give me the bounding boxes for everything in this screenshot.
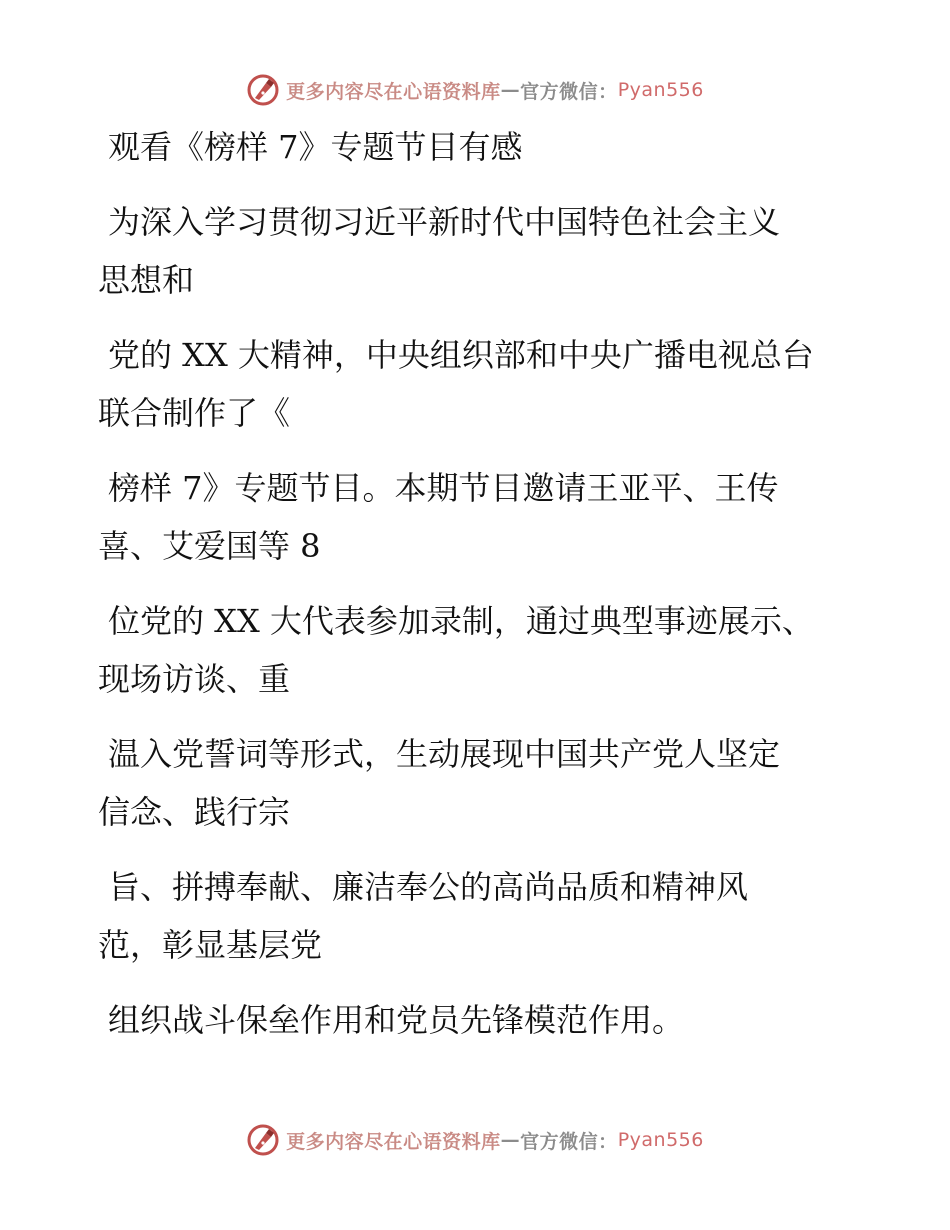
paragraph bbox=[98, 858, 858, 974]
watermark-sub-text: 官方微信： bbox=[520, 80, 618, 103]
paragraph-line: 温入党誓词等形式，生动展现中国共产党人坚定 bbox=[108, 735, 781, 773]
pen-nib-logo-icon bbox=[246, 73, 280, 107]
paragraph-line: 党的 XX 大精神，中央组织部和中央广播电视总台 bbox=[108, 336, 814, 374]
watermark-separator: — bbox=[500, 1129, 521, 1151]
paragraph-line: 旨、拼搏奉献、廉洁奉公的高尚品质和精神风 bbox=[108, 868, 749, 906]
watermark-main-text: 更多内容尽在心语资料库 bbox=[286, 1130, 501, 1153]
document-title: 观看《榜样 7》专题节目有感 bbox=[108, 128, 523, 166]
paragraph bbox=[98, 459, 858, 575]
paragraph bbox=[98, 991, 858, 1049]
paragraph-line: 位党的 XX 大代表参加录制，通过典型事迹展示、 bbox=[108, 602, 814, 640]
paragraph-line: 榜样 7》专题节目。本期节目邀请王亚平、王传 bbox=[108, 469, 779, 507]
watermark-wechat-id: Pyan556 bbox=[617, 1129, 704, 1151]
watermark-separator: — bbox=[500, 79, 521, 101]
paragraph bbox=[98, 725, 858, 841]
watermark-sub-text: 官方微信： bbox=[520, 1130, 618, 1153]
paragraph-line: 喜、艾爱国等 8 bbox=[98, 527, 321, 565]
pen-nib-logo-icon bbox=[246, 1123, 280, 1157]
watermark-wechat-id: Pyan556 bbox=[617, 79, 704, 101]
paragraph-line: 组织战斗保垒作用和党员先锋模范作用。 bbox=[108, 1001, 685, 1039]
paragraph bbox=[98, 326, 858, 442]
paragraph-line: 现场访谈、重 bbox=[98, 660, 291, 698]
paragraph-line: 为深入学习贯彻习近平新时代中国特色社会主义 bbox=[108, 203, 781, 241]
footer-watermark bbox=[0, 1120, 950, 1160]
paragraph-line: 联合制作了《 bbox=[98, 394, 291, 432]
watermark-main-text: 更多内容尽在心语资料库 bbox=[286, 80, 501, 103]
paragraph bbox=[98, 193, 858, 309]
paragraph-line: 思想和 bbox=[98, 261, 195, 299]
document-body bbox=[98, 118, 858, 1049]
paragraph-line: 范，彰显基层党 bbox=[98, 926, 323, 964]
paragraph bbox=[98, 592, 858, 708]
paragraph-line: 信念、践行宗 bbox=[98, 793, 291, 831]
header-watermark bbox=[0, 70, 950, 110]
